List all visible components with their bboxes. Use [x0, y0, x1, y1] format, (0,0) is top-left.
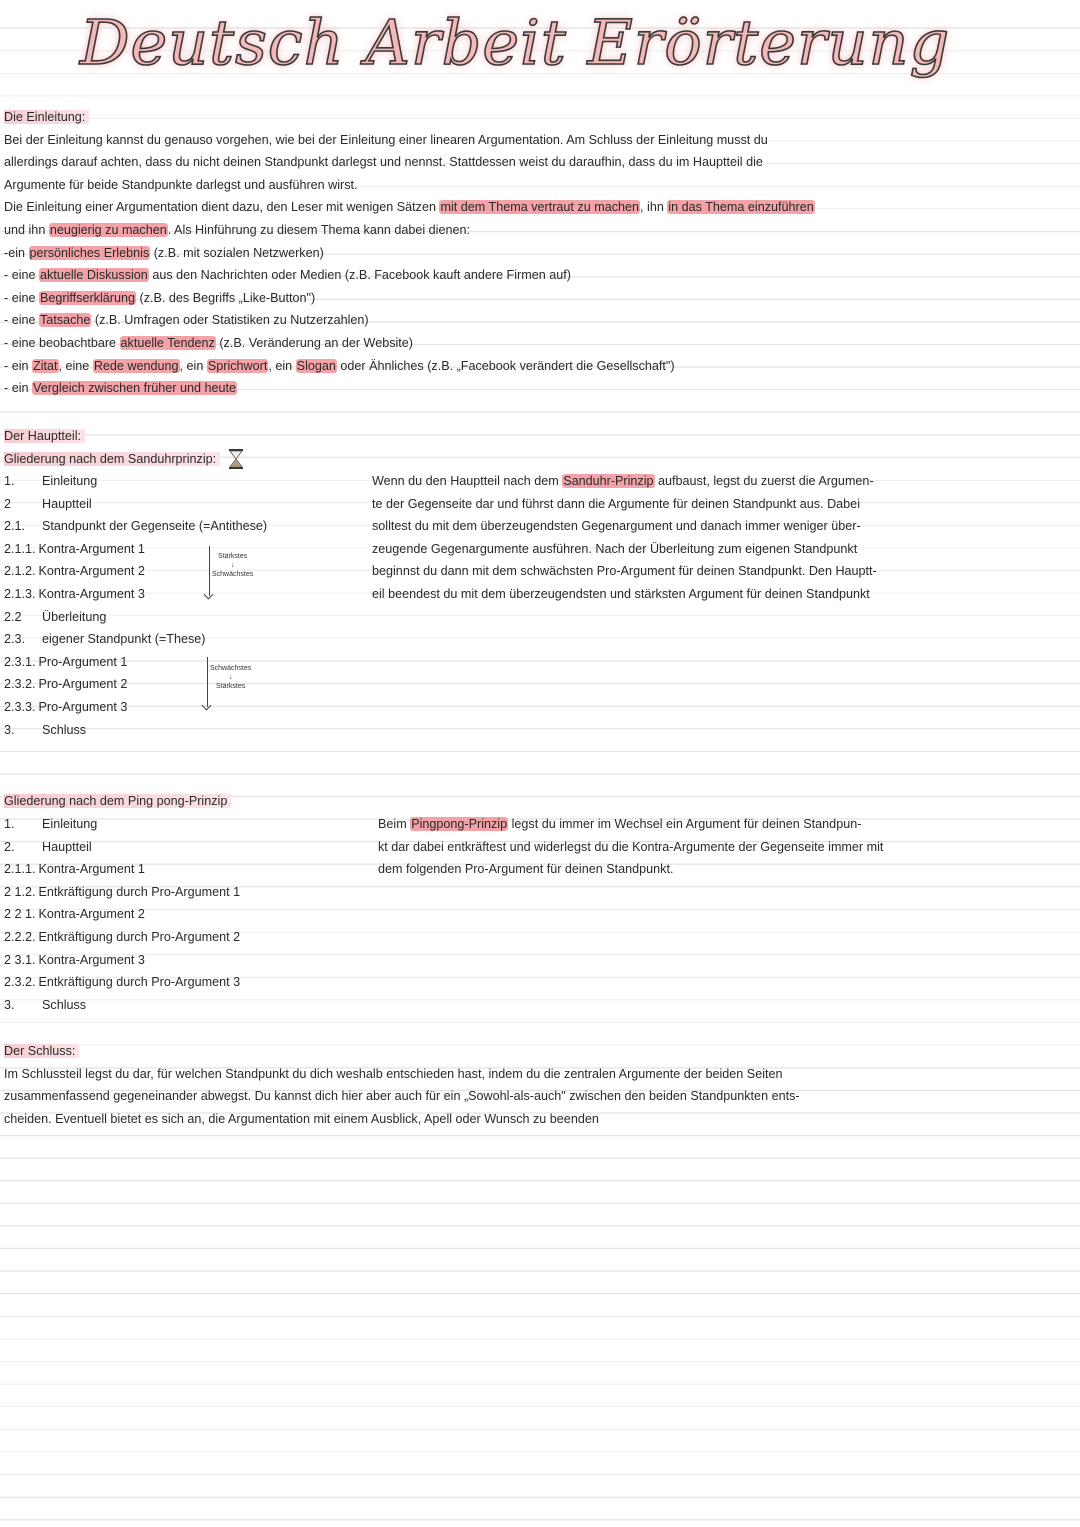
outline-item: [4, 493, 267, 516]
outline-label: Hauptteil: [42, 839, 92, 854]
outline-label: Pro-Argument 2: [38, 677, 128, 692]
annotation-from: Stärkstes: [218, 553, 248, 560]
outline-number: 2.: [4, 839, 15, 854]
section-heading: Der Schluss:: [4, 1044, 79, 1058]
text-line: [4, 1063, 800, 1086]
outline-item: [4, 696, 267, 719]
outline-label: eigener Standpunkt (=These): [42, 632, 206, 647]
text-segment: , ihn: [640, 200, 668, 215]
text-segment: beginnst du dann mit dem schwächsten Pro-Argument für deinen Standpunkt. Den Hauptt-: [372, 564, 877, 579]
text-segment: zeugende Gegenargumente ausführen. Nach der Überleitung zum eigenen Standpunkt: [372, 541, 858, 556]
text-segment: dem folgenden Pro-Argument für deinen Standpunkt.: [378, 862, 674, 877]
outline-label: Kontra-Argument 1: [38, 862, 145, 877]
outline-item: [4, 858, 240, 881]
highlighted-text: Zitat: [33, 358, 58, 373]
hauptteil-heading: Der Hauptteil:: [4, 429, 85, 443]
outline-label: Überleitung: [42, 609, 107, 624]
outline-label: Entkräftigung durch Pro-Argument 3: [38, 975, 241, 990]
outline-number: 2.3.: [4, 632, 26, 647]
text-line: [372, 538, 877, 561]
outline-label: Einleitung: [42, 817, 98, 831]
outline-number: 2.2: [4, 609, 22, 624]
pro-order-annotation: Schwächstes ↓ Stärkstes: [210, 665, 252, 690]
text-segment: (z.B. mit sozialen Netzwerken): [150, 245, 324, 260]
section-heading: Die Einleitung:: [4, 110, 89, 124]
text-line: [372, 470, 877, 493]
text-segment: - eine: [4, 313, 40, 328]
highlighted-text: Sprichwort: [207, 358, 268, 373]
outline-label: Pro-Argument 1: [38, 654, 128, 669]
outline-number: 1.: [4, 474, 15, 488]
text-segment: - ein: [4, 358, 32, 373]
text-line: [4, 219, 815, 242]
outline-number: 2.3.2.: [4, 975, 36, 990]
text-line: [4, 332, 815, 355]
text-line: [372, 583, 877, 606]
sanduhr-heading: Gliederung nach dem Sanduhrprinzip:: [4, 452, 220, 466]
sanduhr-explanation: [372, 470, 877, 606]
text-line: [378, 813, 883, 836]
text-segment: - ein: [4, 381, 32, 396]
text-segment: (z.B. des Begriffs „Like-Button"): [136, 290, 316, 305]
text-segment: - eine beobachtbare: [4, 335, 120, 350]
highlighted-text: persönliches Erlebnis: [29, 245, 150, 260]
text-segment: , ein: [179, 358, 207, 373]
page-title: Deutsch Arbeit Erörterung: [79, 6, 951, 79]
text-line: [4, 377, 815, 400]
outline-item: [4, 515, 267, 538]
text-segment: allerdings darauf achten, dass du nicht deinen Standpunkt darlegst und nennst. Stattdessen weist du daraufhin, dass du im Hauptteil die: [4, 155, 763, 170]
text-line: [4, 151, 815, 174]
text-segment: - eine: [4, 290, 40, 305]
highlighted-text: Sanduhr-Prinzip: [563, 474, 654, 488]
outline-label: Hauptteil: [42, 496, 92, 511]
outline-number: 2.3.3.: [4, 699, 36, 714]
outline-label: Einleitung: [42, 474, 98, 488]
outline-item: [4, 606, 267, 629]
kontra-order-arrow-icon: [209, 546, 210, 596]
outline-label: Kontra-Argument 2: [38, 564, 145, 579]
outline-number: 2: [4, 496, 12, 511]
text-line: [4, 106, 815, 129]
outline-label: Kontra-Argument 1: [38, 541, 145, 556]
outline-label: Schluss: [42, 722, 87, 737]
outline-number: 2.1.3.: [4, 586, 36, 601]
pingpong-heading-row: [4, 790, 231, 813]
text-line: [372, 560, 877, 583]
annotation-to: Schwächstes: [212, 571, 254, 578]
text-segment: oder Ähnliches (z.B. „Facebook verändert die Gesellschaft"): [336, 358, 675, 373]
text-line: [4, 196, 815, 219]
schluss-section: [4, 1040, 800, 1130]
text-segment: Beim: [378, 817, 411, 831]
outline-number: 2 1.2.: [4, 884, 36, 899]
outline-number: 3.: [4, 997, 15, 1012]
text-line: [378, 858, 883, 881]
annotation-from: Schwächstes: [210, 665, 252, 672]
text-segment: legst du immer im Wechsel ein Argument für deinen Standpun-: [508, 817, 862, 831]
outline-number: 1.: [4, 817, 15, 831]
outline-number: 2.3.1.: [4, 654, 36, 669]
outline-number: 2.1.2.: [4, 564, 36, 579]
outline-number: 2.2.2.: [4, 929, 36, 944]
text-segment: und ihn: [4, 222, 49, 237]
outline-number: 2.1.1.: [4, 541, 36, 556]
outline-item: [4, 994, 240, 1017]
highlighted-text: neugierig zu machen: [49, 222, 167, 237]
hauptteil-section: [4, 425, 244, 470]
outline-item: [4, 813, 240, 836]
text-line: [378, 836, 883, 859]
outline-label: Kontra-Argument 2: [38, 907, 145, 922]
outline-item: [4, 971, 240, 994]
outline-item: [4, 903, 240, 926]
outline-item: [4, 926, 240, 949]
text-segment: Im Schlussteil legst du dar, für welchen Standpunkt du dich weshalb entschieden hast, indem du die zentralen Argumente der beiden Seiten: [4, 1066, 783, 1081]
text-segment: Argumente für beide Standpunkte darlegst und ausführen wirst.: [4, 177, 358, 192]
text-line: [372, 493, 877, 516]
annotation-to: Stärkstes: [216, 683, 246, 690]
text-segment: aufbaust, legst du zuerst die Argumen-: [654, 474, 874, 488]
text-line: [372, 515, 877, 538]
text-line: [4, 1085, 800, 1108]
text-segment: . Als Hinführung zu diesem Thema kann dabei dienen:: [167, 222, 470, 237]
pro-order-arrow-icon: [207, 657, 208, 707]
text-line: [4, 242, 815, 265]
outline-number: 2 2 1.: [4, 907, 36, 922]
outline-item: [4, 628, 267, 651]
outline-label: Kontra-Argument 3: [38, 952, 145, 967]
outline-item: [4, 949, 240, 972]
text-line: [4, 264, 815, 287]
highlighted-text: Begriffserklärung: [40, 290, 135, 305]
kontra-order-annotation: Stärkstes ↓ Schwächstes: [212, 553, 254, 578]
text-segment: solltest du mit dem überzeugendsten Gegenargument und danach immer weniger über-: [372, 519, 861, 534]
outline-item: [4, 583, 267, 606]
text-segment: , eine: [58, 358, 93, 373]
outline-item: [4, 470, 267, 493]
text-line: [4, 1108, 800, 1131]
einleitung-section: [4, 106, 815, 400]
text-line: [4, 1040, 800, 1063]
text-segment: kt dar dabei entkräftest und widerlegst du die Kontra-Argumente der Gegenseite immer mit: [378, 839, 884, 854]
outline-label: Entkräftigung durch Pro-Argument 2: [38, 929, 241, 944]
outline-number: 2 3.1.: [4, 952, 36, 967]
outline-label: Kontra-Argument 3: [38, 586, 145, 601]
highlighted-text: aktuelle Tendenz: [120, 335, 215, 350]
outline-label: Schluss: [42, 997, 87, 1012]
text-segment: -ein: [4, 245, 29, 260]
outline-number: 3.: [4, 722, 15, 737]
text-segment: cheiden. Eventuell bietet es sich an, die Argumentation mit einem Ausblick, Apell oder Wunsch zu beenden: [4, 1111, 599, 1126]
pingpong-explanation: [378, 813, 883, 881]
pingpong-outline: [4, 813, 240, 1016]
text-segment: eil beendest du mit dem überzeugendsten und stärksten Argument für deinen Standpunkt: [372, 586, 870, 601]
outline-label: Standpunkt der Gegenseite (=Antithese): [42, 519, 268, 534]
sanduhr-outline: [4, 470, 267, 741]
highlighted-text: Slogan: [296, 358, 336, 373]
text-segment: te der Gegenseite dar und führst dann die Argumente für deinen Standpunkt aus. Dabei: [372, 496, 860, 511]
outline-label: Entkräftigung durch Pro-Argument 1: [38, 884, 241, 899]
highlighted-text: Rede wendung: [93, 358, 179, 373]
hourglass-icon: [228, 448, 244, 470]
text-segment: Wenn du den Hauptteil nach dem: [372, 474, 563, 488]
text-segment: - eine: [4, 268, 40, 283]
text-segment: Die Einleitung einer Argumentation dient dazu, den Leser mit wenigen Sätzen: [4, 200, 440, 215]
outline-number: 2.1.: [4, 519, 26, 534]
highlighted-text: in das Thema einzuführen: [668, 200, 814, 215]
text-segment: (z.B. Umfragen oder Statistiken zu Nutzerzahlen): [91, 313, 369, 328]
outline-item: [4, 836, 240, 859]
highlighted-text: Tatsache: [40, 313, 91, 328]
text-line: [4, 174, 815, 197]
highlighted-text: aktuelle Diskussion: [40, 268, 148, 283]
text-line: [4, 355, 815, 378]
text-line: [4, 287, 815, 310]
text-segment: Bei der Einleitung kannst du genauso vorgehen, wie bei der Einleitung einer linearen Argumentation. Am Schluss der Einleitung musst du: [4, 132, 768, 147]
highlighted-text: Vergleich zwischen früher und heute: [33, 381, 237, 396]
outline-item: [4, 719, 267, 742]
outline-item: [4, 881, 240, 904]
highlighted-text: Pingpong-Prinzip: [411, 817, 508, 831]
outline-number: 2.3.2.: [4, 677, 36, 692]
text-line: [4, 309, 815, 332]
outline-label: Pro-Argument 3: [38, 699, 128, 714]
pingpong-heading: Gliederung nach dem Ping pong-Prinzip: [4, 794, 231, 808]
text-segment: (z.B. Veränderung an der Website): [215, 335, 414, 350]
text-segment: aus den Nachrichten oder Medien (z.B. Facebook kauft andere Firmen auf): [148, 268, 571, 283]
text-line: [4, 129, 815, 152]
text-segment: , ein: [268, 358, 296, 373]
highlighted-text: mit dem Thema vertraut zu machen: [440, 200, 640, 215]
outline-number: 2.1.1.: [4, 862, 36, 877]
text-segment: zusammenfassend gegeneinander abwegst. Du kannst dich hier aber auch für ein „Sowohl-als-auch" zwischen den beiden Standpunkten ents-: [4, 1089, 800, 1104]
